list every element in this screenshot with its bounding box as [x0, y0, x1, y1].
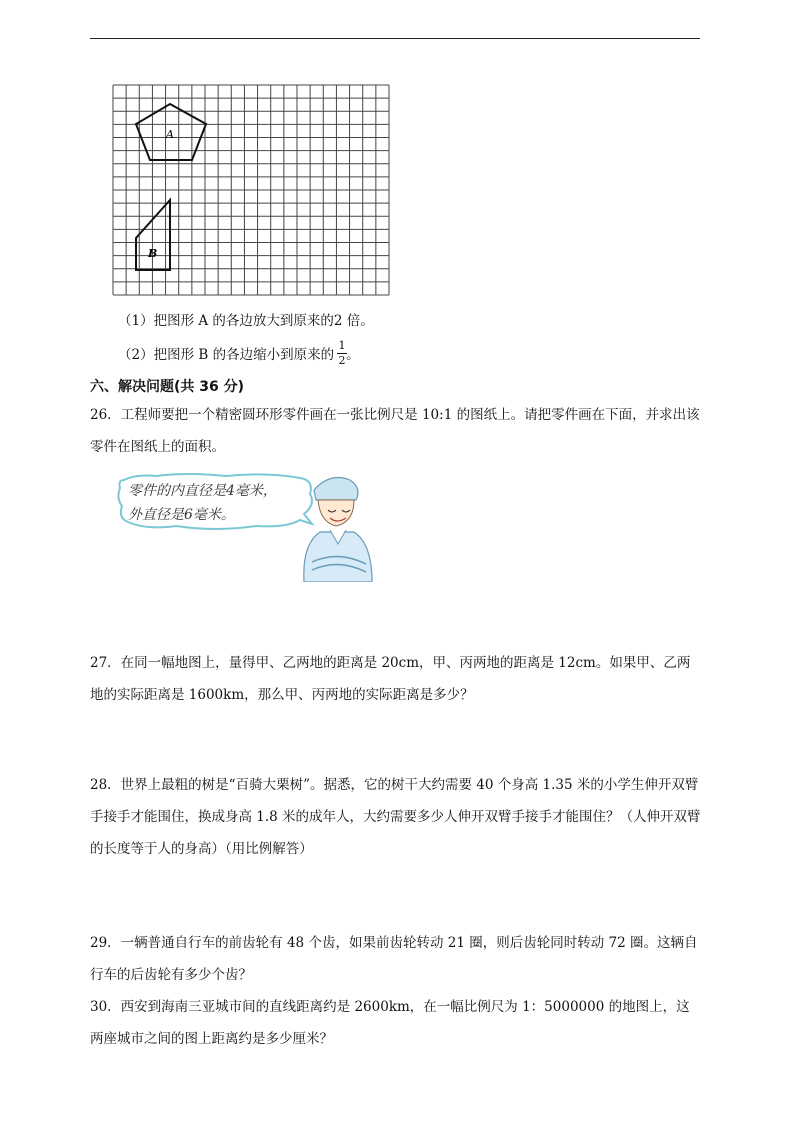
q25-part2-suffix: 。: [346, 347, 360, 363]
fraction-denominator: 2: [338, 354, 346, 367]
grid-figure: [112, 84, 390, 296]
question-26: 26．工程师要把一个精密圆环形零件画在一张比例尺是 10:1 的图纸上。请把零件画在下面，并求出该零件在图纸上的面积。: [90, 407, 700, 455]
fraction-numerator: 1: [338, 339, 346, 352]
grid-svg: [112, 84, 390, 296]
fraction-one-half: [337, 340, 347, 367]
section-title: 六、解决问题(共 36 分): [90, 379, 245, 395]
bubble-line-1: 零件的内直径是4毫米，: [128, 483, 277, 499]
question-28: 28．世界上最粗的树是“百骑大栗树”。据悉，它的树干大约需要 40 个身高 1.35 米的小学生伸开双臂手接手才能围住，换成身高 1.8 米的成年人，大约需要多少人伸开双臂手接手才能围住？（人伸开双臂的长度等于人的身高）（用比例解答）: [90, 777, 701, 857]
shape-a-label: A: [166, 128, 174, 141]
bubble-line-2: 外直径是6毫米。: [128, 507, 235, 523]
engineer-figure: [304, 478, 372, 582]
header-rule: [90, 38, 700, 39]
engineer-illustration: [116, 470, 380, 582]
shape-b-label: B: [148, 247, 158, 260]
q25-part2-prefix: （2）把图形 B 的各边缩小到原来的: [118, 347, 335, 363]
question-30: 30．西安到海南三亚城市间的直线距离约是 2600km，在一幅比例尺为 1：5000000 的地图上，这两座城市之间的图上距离约是多少厘米？: [90, 999, 690, 1047]
q25-part1: （1）把图形 A 的各边放大到原来的2 倍。: [118, 313, 374, 329]
q25-part2: [118, 346, 360, 364]
question-29: 29．一辆普通自行车的前齿轮有 48 个齿，如果前齿轮转动 21 圈，则后齿轮同时转动 72 圈。这辆自行车的后齿轮有多少个齿？: [90, 935, 698, 983]
question-27: 27．在同一幅地图上，量得甲、乙两地的距离是 20cm，甲、丙两地的距离是 12cm。如果甲、乙两地的实际距离是 1600km，那么甲、丙两地的实际距离是多少？: [90, 655, 691, 703]
